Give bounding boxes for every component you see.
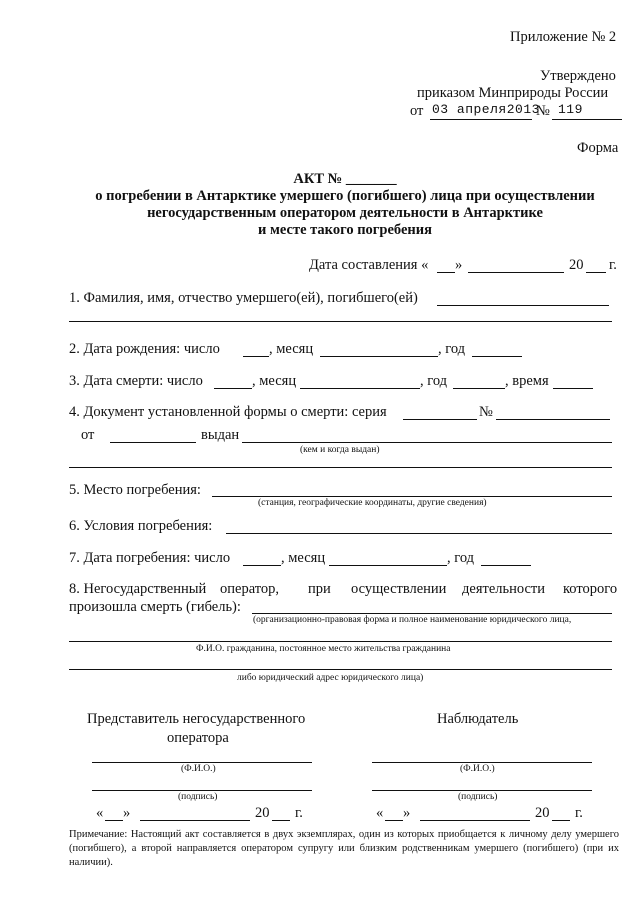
act-subtitle-line1: о погребении в Антарктике умершего (погибшего) лица при осуществлении [95,188,595,204]
field4-label: 4. Документ установленной формы о смерти: серия [69,404,387,420]
observer-date-day-line[interactable] [385,820,403,821]
rep-signature-hint: (подпись) [178,792,218,802]
field5-label: 5. Место погребения: [69,482,201,498]
rep-date-month-line[interactable] [140,820,250,821]
field3-month-line[interactable] [300,388,420,389]
field4-from-line[interactable] [110,442,196,443]
field3-day-line[interactable] [214,388,252,389]
field3-year-line[interactable] [453,388,505,389]
compiled-year-line [586,272,606,273]
field1-label: 1. Фамилия, имя, отчество умершего(ей), погибшего(ей) [69,290,418,306]
field3-time-label: , время [505,373,549,389]
observer-date-close: » [403,805,411,821]
field8-line[interactable] [252,613,612,614]
field4-number-label: № [479,404,493,420]
observer-title: Наблюдатель [437,711,519,727]
field2-label: 2. Дата рождения: число [69,341,220,357]
field2-month-label: , месяц [269,341,314,357]
field7-year-line[interactable] [481,565,531,566]
field4-series-line[interactable] [403,419,477,420]
appendix-number: Приложение № 2 [510,29,617,45]
rep-date-year-suffix: г. [295,805,303,821]
field2-year-label: , год [438,341,466,357]
field7-year-label: , год [447,550,475,566]
act-subtitle-line2: негосударственным оператором деятельности в Антарктике [147,205,543,221]
field7-month-line[interactable] [329,565,447,566]
rep-title-line2: оператора [167,730,229,746]
field3-label: 3. Дата смерти: число [69,373,203,389]
field8-word6: которого [563,581,618,597]
rep-signature-line[interactable] [92,790,312,791]
field4-issued-hint: (кем и когда выдан) [300,445,380,455]
observer-fio-hint: (Ф.И.О.) [460,764,495,774]
observer-date-year-suffix: г. [575,805,583,821]
order-date-line [430,119,532,120]
order-number-line [552,119,622,120]
order-number-label: № [536,103,550,119]
observer-date-month-line[interactable] [420,820,530,821]
field8-hint2: Ф.И.О. гражданина, постоянное место жительства гражданина [196,644,451,654]
field4-from-label: от [81,427,95,443]
form-label: Форма [577,140,619,156]
field4-line-2[interactable] [69,467,612,468]
field1-line-2[interactable] [69,321,612,322]
field8-word1: 8. Негосударственный [69,581,207,597]
field3-time-line[interactable] [553,388,593,389]
compiled-close-quote: » [455,257,463,273]
compiled-year-prefix: 20 [569,257,584,273]
field8-word2: оператор, [220,581,280,597]
field8-line-3[interactable] [69,669,612,670]
field1-line[interactable] [437,305,609,306]
rep-date-year-line[interactable] [272,820,290,821]
field2-month-line[interactable] [320,356,438,357]
field8-hint3: либо юридический адрес юридического лица) [237,673,424,683]
field7-label: 7. Дата погребения: число [69,550,231,566]
field2-day-line[interactable] [243,356,269,357]
field6-label: 6. Условия погребения: [69,518,213,534]
rep-fio-line[interactable] [92,762,312,763]
observer-signature-line[interactable] [372,790,592,791]
order-date-handwritten: 03 апреля2013 [432,102,540,117]
compiled-month-line [468,272,564,273]
field6-line[interactable] [226,533,612,534]
act-subtitle-line3: и месте такого погребения [258,222,432,238]
observer-fio-line[interactable] [372,762,592,763]
field2-year-line[interactable] [472,356,522,357]
approved-label: Утверждено [540,68,616,84]
field4-number-line[interactable] [496,419,610,420]
field7-day-line[interactable] [243,565,281,566]
field8-word5: деятельности [462,581,546,597]
rep-date-open: « [96,805,104,821]
order-from-label: от [410,103,424,119]
rep-date-day-line[interactable] [105,820,123,821]
compiled-date-label: Дата составления « [309,257,429,273]
field8-line-2[interactable] [69,641,612,642]
observer-date-year-line[interactable] [552,820,570,821]
field8-line2-label: произошла смерть (гибель): [69,599,241,615]
observer-date-open: « [376,805,384,821]
field3-month-label: , месяц [252,373,297,389]
compiled-year-suffix: г. [609,257,617,273]
field5-line[interactable] [212,496,612,497]
field3-year-label: , год [420,373,448,389]
footnote: Примечание: Настоящий акт составляется в двух экземплярах, один из которых приобщается к личному делу умершего (погибшего), а второй направляется оператором супругу или близким родственникам умершего (погибшего) (при их наличии). [69,829,619,869]
rep-title-line1: Представитель негосударственного [87,711,306,727]
field8-word4: осуществлении [351,581,447,597]
order-label: приказом Минприроды России [417,85,609,101]
compiled-day-line [437,272,455,273]
field7-month-label: , месяц [281,550,326,566]
rep-date-year-prefix: 20 [255,805,270,821]
field4-issued-label: выдан [201,427,240,443]
observer-signature-hint: (подпись) [458,792,498,802]
rep-date-close: » [123,805,131,821]
order-number-handwritten: 119 [558,102,583,117]
field8-hint1: (организационно-правовая форма и полное наименование юридического лица, [253,615,572,625]
act-title: АКТ № _______ [293,171,397,187]
field5-hint: (станция, географические координаты, другие сведения) [258,498,487,508]
observer-date-year-prefix: 20 [535,805,550,821]
rep-fio-hint: (Ф.И.О.) [181,764,216,774]
field8-word3: при [308,581,331,597]
field4-issued-line[interactable] [242,442,612,443]
